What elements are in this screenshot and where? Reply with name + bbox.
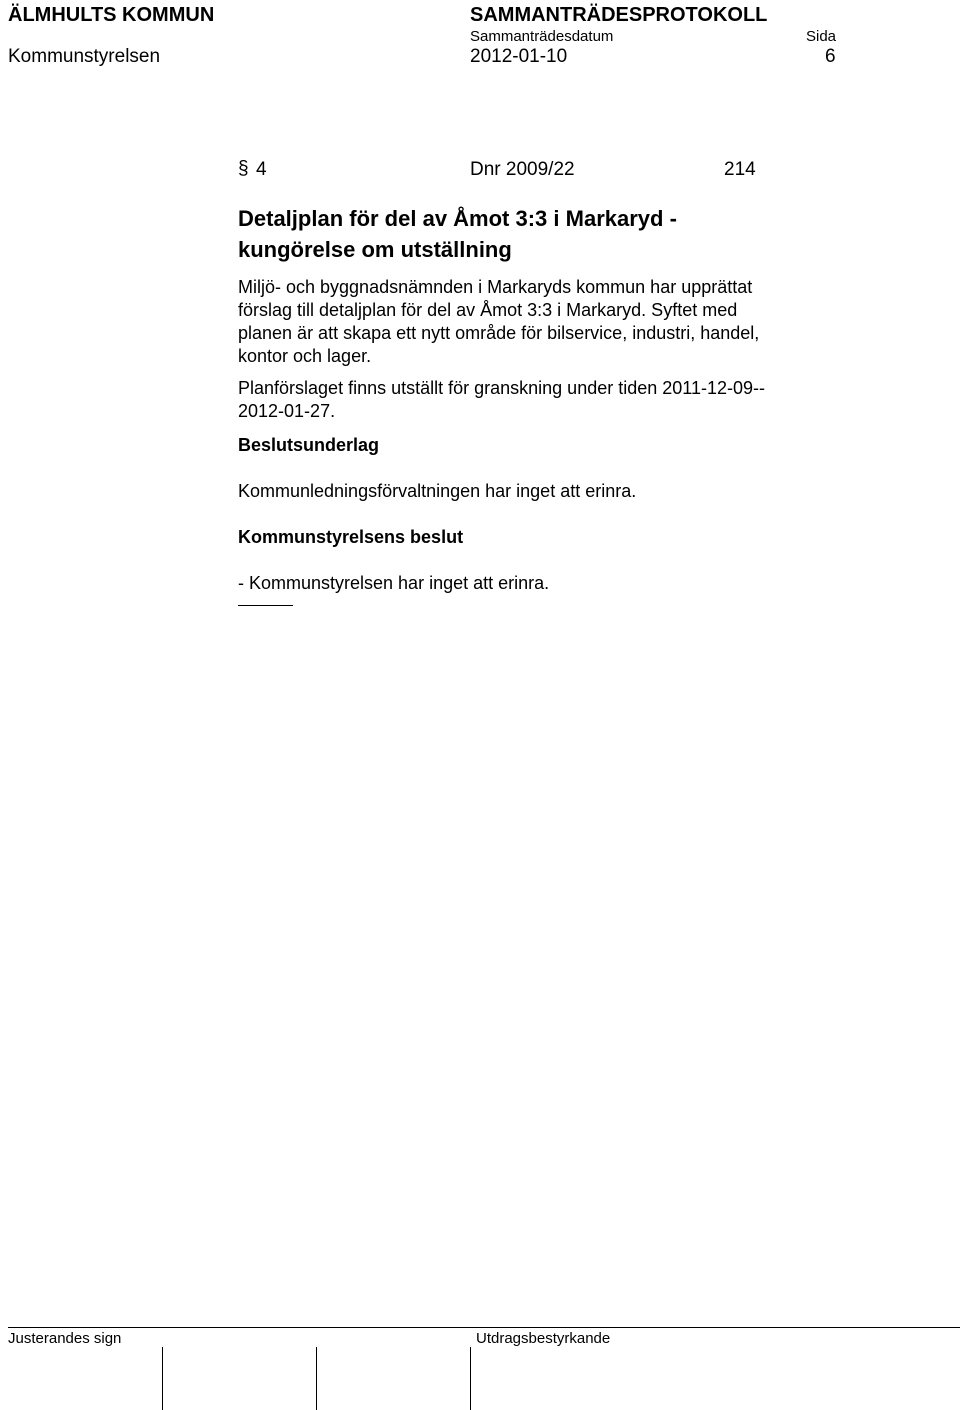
signature-label: Justerandes sign <box>8 1330 122 1347</box>
paragraph-1-line-4: kontor och lager. <box>238 346 372 366</box>
signature-box-divider <box>316 1347 317 1410</box>
paragraph-2-line-1: Planförslaget finns utställt för granskning under tiden 2011-12-09-- <box>238 378 765 398</box>
paragraph-2-line-2: 2012-01-27. <box>238 401 336 421</box>
department-name: Kommunstyrelsen <box>8 46 161 67</box>
section-number: 4 <box>256 159 267 180</box>
page-label: Sida <box>806 28 837 45</box>
decision-basis-text: Kommunledningsförvaltningen har inget att erinra. <box>238 481 637 501</box>
section-symbol: § <box>238 158 249 179</box>
signature-box-divider <box>470 1347 471 1410</box>
title-line-1: Detaljplan för del av Åmot 3:3 i Markaryd - <box>238 206 677 231</box>
section-title <box>238 203 858 265</box>
paragraph-background <box>238 276 858 368</box>
paragraph-1-line-1: Miljö- och byggnadsnämnden i Markaryds kommun har upprättat <box>238 277 753 297</box>
heading-board-decision: Kommunstyrelsens beslut <box>238 527 464 547</box>
paragraph-exhibition <box>238 377 858 423</box>
heading-decision-basis: Beslutsunderlag <box>238 435 380 455</box>
section-end-line <box>238 605 293 606</box>
case-id: 214 <box>724 159 756 180</box>
page-number: 6 <box>825 46 836 67</box>
paragraph-1-line-2: förslag till detaljplan för del av Åmot 3:3 i Markaryd. Syftet med <box>238 300 738 320</box>
paragraph-1-line-3: planen är att skapa ett nytt område för bilservice, industri, handel, <box>238 323 760 343</box>
meeting-date: 2012-01-10 <box>470 46 568 67</box>
board-decision-text: - Kommunstyrelsen har inget att erinra. <box>238 573 550 593</box>
date-label: Sammanträdesdatum <box>470 28 614 45</box>
section-content <box>238 203 858 606</box>
organization-name: ÄLMHULTS KOMMUN <box>8 4 215 26</box>
certification-label: Utdragsbestyrkande <box>476 1330 611 1347</box>
diary-number: Dnr 2009/22 <box>470 159 575 180</box>
footer-divider <box>8 1327 960 1328</box>
document-type: SAMMANTRÄDESPROTOKOLL <box>470 4 768 26</box>
title-line-2: kungörelse om utställning <box>238 237 512 262</box>
signature-box-divider <box>162 1347 163 1410</box>
